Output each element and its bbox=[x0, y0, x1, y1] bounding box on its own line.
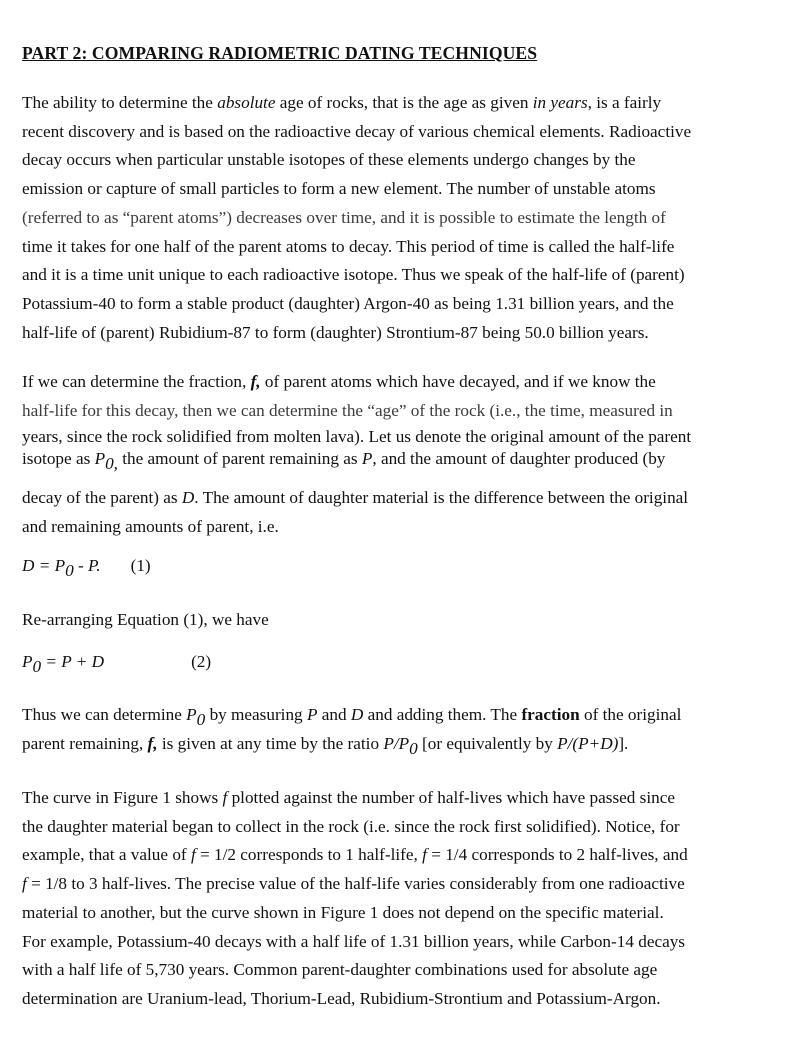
paragraph-fraction bbox=[22, 368, 786, 474]
text-line: half-life for this decay, then we can determine the “age” of the rock (i.e., the time, measured in bbox=[22, 400, 673, 420]
text-line: (referred to as “parent atoms”) decreases over time, and it is possible to estimate the length of bbox=[22, 207, 666, 227]
text-line: determination are Uranium-lead, Thorium-Lead, Rubidium-Strontium and Potassium-Argon. bbox=[22, 988, 661, 1008]
rearranging-text: Re-arranging Equation (1), we have bbox=[22, 610, 269, 629]
equation-number: (2) bbox=[191, 652, 212, 671]
text-line: parent remaining, f, is given at any time by the ratio P/P0 [or equivalently by P/(P+D)]. bbox=[22, 733, 629, 758]
text-line: and remaining amounts of parent, i.e. bbox=[22, 516, 279, 536]
paragraph-curve bbox=[22, 784, 786, 1014]
text-line: with a half life of 5,730 years. Common parent-daughter combinations used for absolute age bbox=[22, 960, 658, 980]
equation-1: D = P0 - P. (1) bbox=[22, 556, 151, 580]
text-line: decay occurs when particular unstable isotopes of these elements undergo changes by the bbox=[22, 150, 636, 170]
paragraph-fraction-continued bbox=[22, 484, 786, 541]
text-line: f = 1/8 to 3 half-lives. The precise value of the half-life varies considerably from one radioactive bbox=[22, 874, 685, 894]
text-line: years, since the rock solidified from molten lava). Let us denote the original amount of the parent bbox=[22, 427, 692, 447]
text-line: time it takes for one half of the parent atoms to decay. This period of time is called the half-life bbox=[22, 236, 675, 256]
text-line: example, that a value of f = 1/2 corresponds to 1 half-life, f = 1/4 corresponds to 2 half-lives, and bbox=[22, 845, 688, 865]
equation-2: P0 = P + D (2) bbox=[22, 652, 212, 676]
text-line: The curve in Figure 1 shows f plotted against the number of half-lives which have passed since bbox=[22, 788, 675, 807]
text-line: material to another, but the curve shown in Figure 1 does not depend on the specific material. bbox=[22, 902, 664, 922]
text-line: Thus we can determine P0 by measuring P and D and adding them. The fraction of the original bbox=[22, 705, 682, 729]
text-line: and it is a time unit unique to each radioactive isotope. Thus we speak of the half-life of (parent) bbox=[22, 265, 685, 285]
section-heading: PART 2: COMPARING RADIOMETRIC DATING TECHNIQUES bbox=[22, 43, 538, 63]
text-line: If we can determine the fraction, f, of parent atoms which have decayed, and if we know the bbox=[22, 372, 656, 391]
equation-number: (1) bbox=[130, 556, 151, 575]
text-line: recent discovery and is based on the radioactive decay of various chemical elements. Radioactive bbox=[22, 121, 692, 141]
text-line: Potassium-40 to form a stable product (daughter) Argon-40 as being 1.31 billion years, and the bbox=[22, 293, 674, 313]
text-line: half-life of (parent) Rubidium-87 to form (daughter) Strontium-87 being 50.0 billion years. bbox=[22, 322, 649, 342]
text-line: For example, Potassium-40 decays with a half life of 1.31 billion years, while Carbon-14 decays bbox=[22, 931, 685, 951]
text-line: emission or capture of small particles to form a new element. The number of unstable atoms bbox=[22, 179, 656, 199]
text-line: The ability to determine the absolute age of rocks, that is the age as given in years, is a fairly bbox=[22, 93, 662, 112]
paragraph-determine bbox=[22, 701, 786, 758]
paragraph-intro bbox=[22, 89, 786, 347]
text-line: isotope as P0, the amount of parent remaining as P, and the amount of daughter produced (by bbox=[22, 449, 666, 474]
text-line: decay of the parent) as D. The amount of daughter material is the difference between the original bbox=[22, 488, 689, 507]
text-line: the daughter material began to collect in the rock (i.e. since the rock first solidified). Notice, for bbox=[22, 816, 680, 836]
